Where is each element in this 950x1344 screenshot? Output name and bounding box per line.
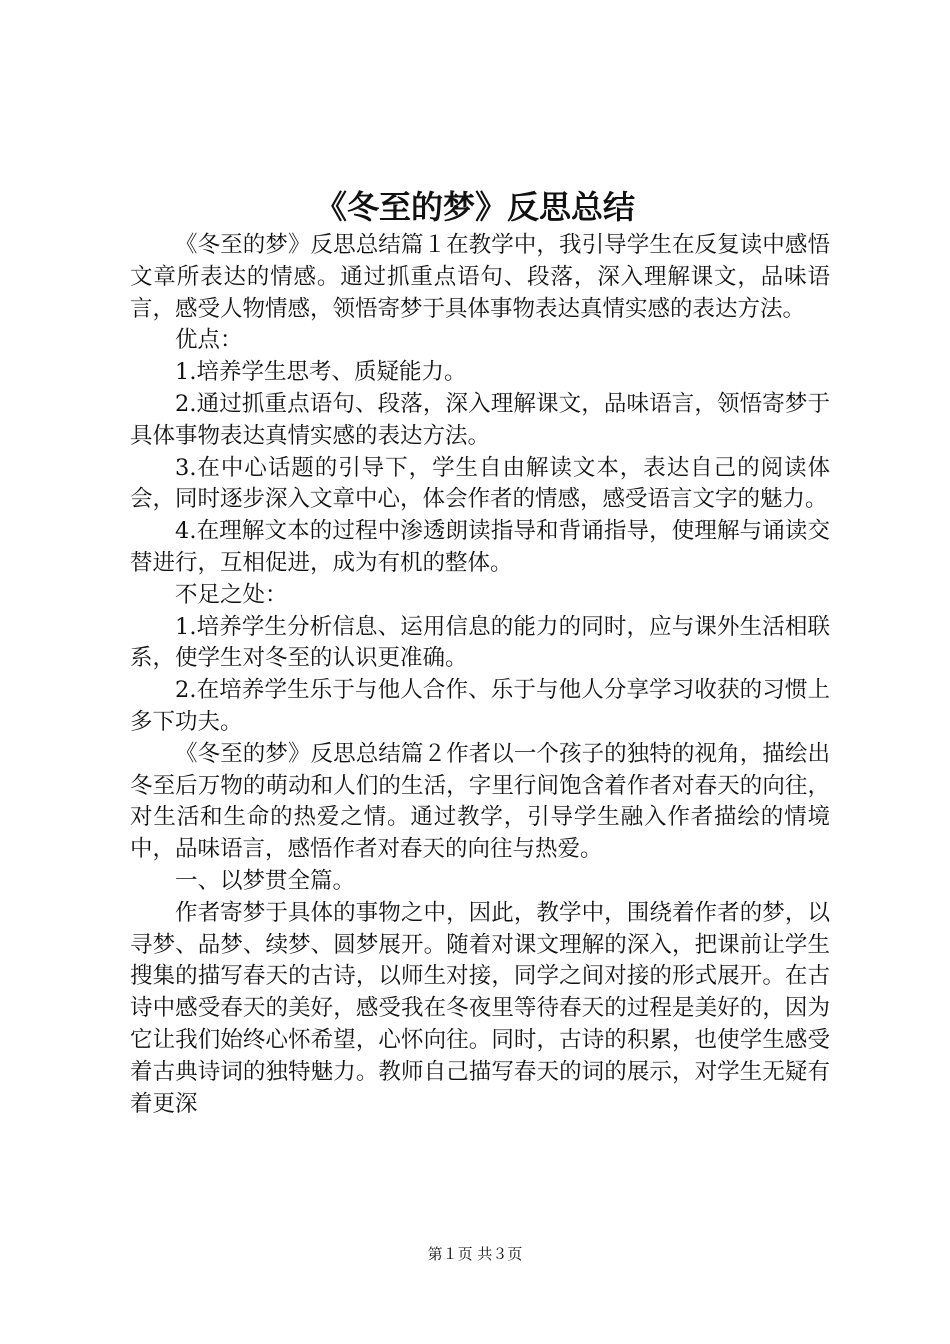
paragraph: 2.通过抓重点语句、段落，深入理解课文，品味语言，领悟寄梦于具体事物表达真情实感的表达方法。 [130, 390, 830, 449]
paragraph: 3.在中心话题的引导下，学生自由解读文本，表达自己的阅读体会，同时逐步深入文章中心，体会作者的情感，感受语言文字的魅力。 [130, 454, 830, 513]
paragraph: 作者寄梦于具体的事物之中，因此，教学中，围绕着作者的梦，以寻梦、品梦、续梦、圆梦展开。随着对课文理解的深入，把课前让学生搜集的描写春天的古诗，以师生对接，同学之间对接的形式展开。在古诗中感受春天的美好，感受我在冬夜里等待春天的过程是美好的，因为它让我们始终心怀希望，心怀向往。同时，古诗的积累，也使学生感受着古典诗词的独特魅力。教师自己描写春天的词的展示，对学生无疑有着更深 [130, 899, 830, 1117]
document-title: 《冬至的梦》反思总结 [314, 188, 635, 226]
paragraph: 2.在培养学生乐于与他人合作、乐于与他人分享学习收获的习惯上多下功夫。 [130, 677, 830, 735]
paragraph: 一、以梦贯全篇。 [175, 867, 356, 894]
paragraph: 不足之处： [175, 581, 288, 608]
page-footer: 第１页 共３页 [427, 1245, 523, 1263]
paragraph: 1.培养学生分析信息、运用信息的能力的同时，应与课外生活相联系，使学生对冬至的认识更准确。 [130, 613, 830, 672]
paragraph: 《冬至的梦》反思总结篇２作者以一个孩子的独特的视角，描绘出冬至后万物的萌动和人们的生活，字里行间饱含着作者对春天的向往，对生活和生命的热爱之情。通过教学，引导学生融入作者描绘的情境中，品味语言，感悟作者对春天的向往与热爱。 [130, 740, 830, 863]
paragraph: 《冬至的梦》反思总结篇１在教学中，我引导学生在反复读中感悟文章所表达的情感。通过抓重点语句、段落，深入理解课文，品味语言，感受人物情感，领悟寄梦于具体事物表达真情实感的表达方法。 [130, 232, 830, 322]
paragraph: 优点： [175, 327, 243, 354]
paragraph: 4.在理解文本的过程中渗透朗读指导和背诵指导，使理解与诵读交替进行，互相促进，成为有机的整体。 [130, 518, 830, 576]
paragraph: 1.培养学生思考、质疑能力。 [175, 359, 467, 386]
document-body [130, 230, 830, 1120]
